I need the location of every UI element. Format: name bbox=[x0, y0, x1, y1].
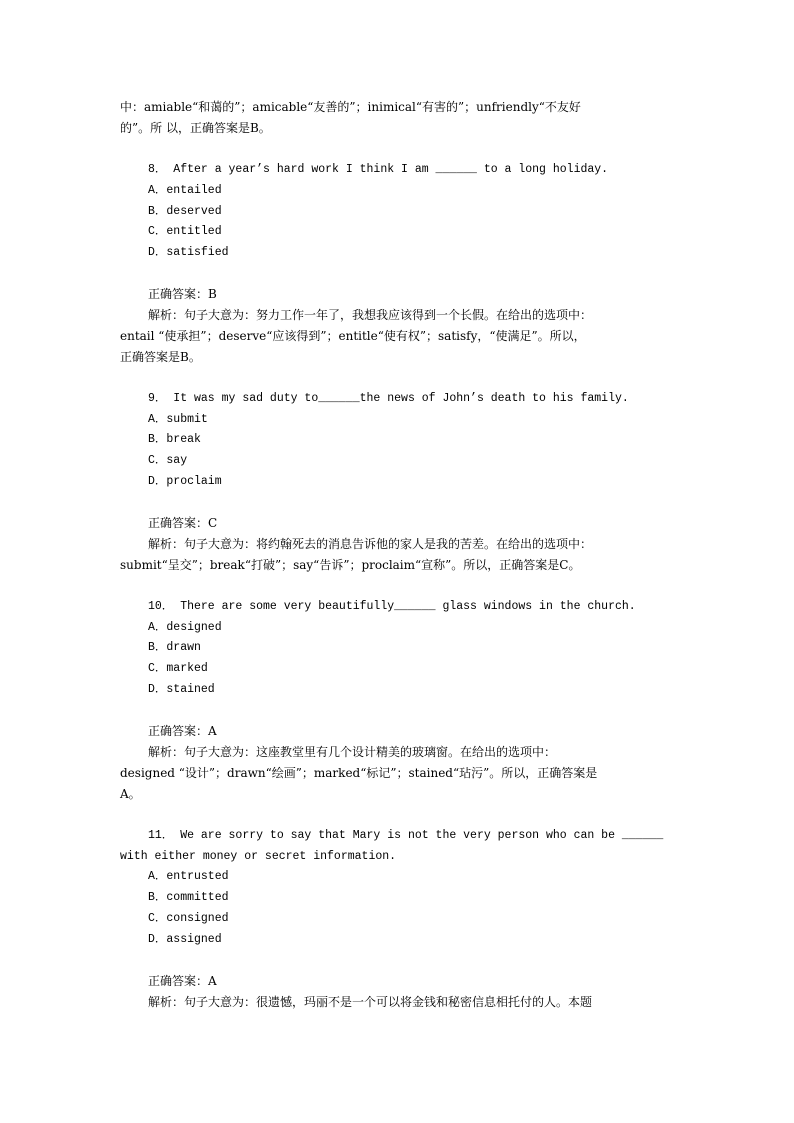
question-10-analysis-1: 解析：句子大意为：这座教堂里有几个设计精美的玻璃窗。在给出的选项中： bbox=[148, 745, 557, 759]
question-11-answer: 正确答案：A bbox=[148, 974, 217, 988]
question-8-option-a: A．entailed bbox=[148, 184, 222, 197]
question-9-stem: 9． It was my sad duty to______the news of John’s death to his family. bbox=[148, 392, 629, 405]
question-9-option-a: A．submit bbox=[148, 413, 208, 426]
question-8-option-b: B．deserved bbox=[148, 205, 222, 218]
question-10-stem: 10． There are some very beautifully______ glass windows in the church. bbox=[148, 600, 636, 613]
question-10-answer: 正确答案：A bbox=[148, 724, 217, 738]
question-9-answer: 正确答案：C bbox=[148, 516, 218, 530]
intro-line-1: 中：amiable“和蔼的”；amicable“友善的”；inimical“有害的”；unfriendly“不友好 bbox=[120, 100, 581, 114]
question-10-option-b: B．drawn bbox=[148, 641, 201, 654]
question-8-analysis-2: entail “使承担”；deserve“应该得到”；entitle“使有权”；satisfy，“使满足”。所以， bbox=[120, 329, 586, 343]
question-11-option-a: A．entrusted bbox=[148, 870, 229, 883]
intro-line-2: 的”。所 以，正确答案是B。 bbox=[120, 121, 271, 135]
question-10-option-d: D．stained bbox=[148, 683, 215, 696]
question-11-stem-cont: with either money or secret information. bbox=[120, 850, 397, 863]
question-10-option-a: A．designed bbox=[148, 621, 222, 634]
question-9-option-b: B．break bbox=[148, 433, 201, 446]
question-10-analysis-3: A。 bbox=[120, 787, 141, 801]
question-11-analysis-1: 解析：句子大意为：很遗憾，玛丽不是一个可以将金钱和秘密信息相托付的人。本题 bbox=[148, 995, 593, 1009]
question-9-option-d: D．proclaim bbox=[148, 475, 222, 488]
question-11-option-d: D．assigned bbox=[148, 933, 222, 946]
question-8-analysis-3: 正确答案是B。 bbox=[120, 350, 201, 364]
question-8-option-c: C．entitled bbox=[148, 225, 222, 238]
question-11-stem: 11． We are sorry to say that Mary is not the very person who can be ______ bbox=[148, 829, 664, 842]
question-8-stem: 8． After a year’s hard work I think I am ______ to a long holiday. bbox=[148, 163, 609, 176]
question-9-analysis-2: submit“呈交”；break“打破”；say“告诉”；proclaim“宣称”。所以，正确答案是C。 bbox=[120, 558, 581, 572]
question-9-option-c: C．say bbox=[148, 454, 188, 467]
question-10-option-c: C．marked bbox=[148, 662, 208, 675]
question-11-option-b: B．committed bbox=[148, 891, 229, 904]
question-8-answer: 正确答案：B bbox=[148, 287, 217, 301]
question-8-option-d: D．satisfied bbox=[148, 246, 229, 259]
question-8-analysis-1: 解析：句子大意为：努力工作一年了，我想我应该得到一个长假。在给出的选项中： bbox=[148, 308, 593, 322]
question-10-analysis-2: designed “设计”；drawn“绘画”；marked“标记”；stained“玷污”。所以，正确答案是 bbox=[120, 766, 598, 780]
question-11-option-c: C．consigned bbox=[148, 912, 229, 925]
question-9-analysis-1: 解析：句子大意为：将约翰死去的消息告诉他的家人是我的苦差。在给出的选项中： bbox=[148, 537, 593, 551]
